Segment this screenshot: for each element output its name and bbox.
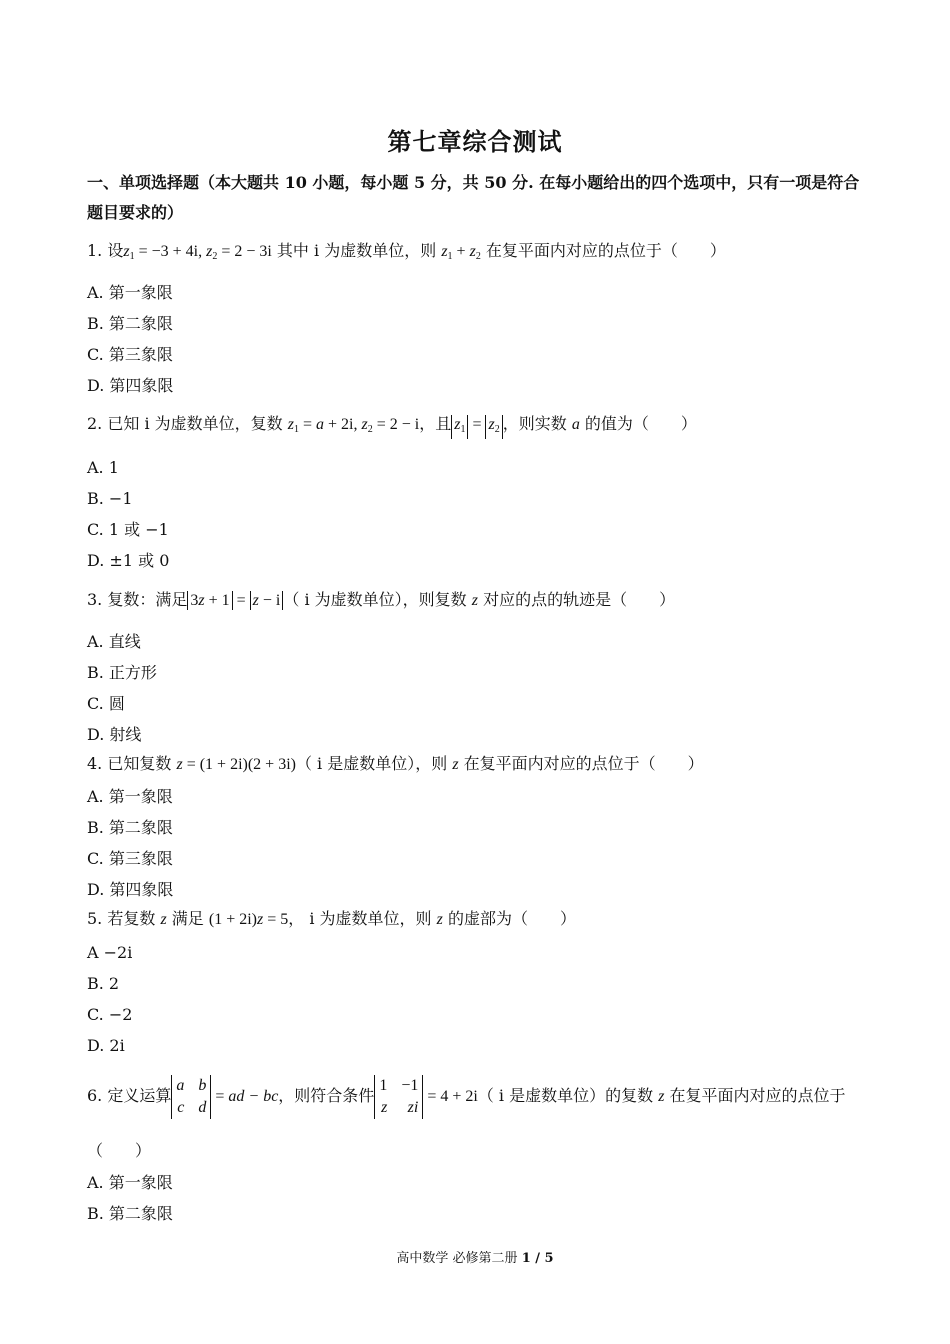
q2-option-a: A. 1	[87, 458, 119, 477]
q1-option-c: C. 第三象限	[87, 345, 173, 364]
page-title: 第七章综合测试	[387, 127, 563, 156]
question-6: 6. 定义运算 a b c d = ad − bc，则符合条件 1 −1 z zi = 4 + 2i（ i 是虚数单位）的复数 z 在复平面内对应的点位于	[87, 1070, 846, 1123]
page-number: 1 / 5	[521, 1251, 554, 1266]
q3-option-c: C. 圆	[87, 694, 125, 713]
q5-option-a: A −2i	[87, 943, 133, 962]
abs-z1: $z_1$	[451, 415, 468, 439]
q1-option-d: D. 第四象限	[87, 376, 174, 395]
abs-z-minus-i: z − i	[250, 591, 284, 610]
q4-option-d: D. 第四象限	[87, 880, 174, 899]
abs-3z-plus-1: 3z + 1	[187, 591, 232, 610]
question-3: 3. 复数：满足 3z + 1 = z − i （ i 为虚数单位），则复数 z 对应的点的轨迹是（ ）	[87, 590, 676, 609]
q2-option-c: C. 1 或 −1	[87, 520, 169, 539]
q5-option-b: B. 2	[87, 974, 120, 993]
determinant-abcd: a b c d	[171, 1075, 211, 1119]
determinant-condition: 1 −1 z zi	[374, 1075, 423, 1119]
footer-text: 高中数学 必修第二册	[396, 1251, 522, 1266]
q6-option-a: A. 第一象限	[87, 1173, 173, 1192]
section-heading: 一、单项选择题（本大题共 10 小题，每小题 5 分，共 50 分. 在每小题给出的四个选项中，只有一项是符合题目要求的）	[87, 173, 860, 222]
question-2: 2. 已知 i 为虚数单位，复数 $z_1 = a + 2i$, $z_2 = 2 - i$，且 $z_1 = z_2$ ，则实数 a 的值为（ ）	[87, 413, 697, 441]
q1-option-b: B. 第二象限	[87, 314, 173, 333]
q5-option-c: C. −2	[87, 1005, 133, 1024]
q5-option-d: D. 2i	[87, 1036, 125, 1055]
q2-option-b: B. −1	[87, 489, 133, 508]
q4-option-b: B. 第二象限	[87, 818, 173, 837]
q4-option-c: C. 第三象限	[87, 849, 173, 868]
question-5: 5. 若复数 z 满足 (1 + 2i)z = 5， i 为虚数单位，则 z 的虚部为（ ）	[87, 909, 576, 928]
q3-option-b: B. 正方形	[87, 663, 157, 682]
q3-option-d: D. 射线	[87, 725, 142, 744]
q6-answer-paren: （ ）	[87, 1141, 152, 1160]
abs-z2: $z_2$	[485, 415, 502, 439]
q4-option-a: A. 第一象限	[87, 787, 173, 806]
q2-option-d: D. ±1 或 0	[87, 551, 170, 570]
q1-option-a: A. 第一象限	[87, 283, 173, 302]
q3-option-a: A. 直线	[87, 632, 141, 651]
question-4: 4. 已知复数 z = (1 + 2i)(2 + 3i)（ i 是虚数单位），则 z 在复平面内对应的点位于（ ）	[87, 754, 704, 773]
q6-option-b: B. 第二象限	[87, 1204, 173, 1223]
page-footer	[0, 1247, 950, 1266]
question-1: 1. 设$z_1 = -3 + 4i$, $z_2 = 2 - 3i$ 其中 i 为虚数单位，则 $z_1 + z_2$ 在复平面内对应的点位于（ ）	[87, 241, 726, 262]
